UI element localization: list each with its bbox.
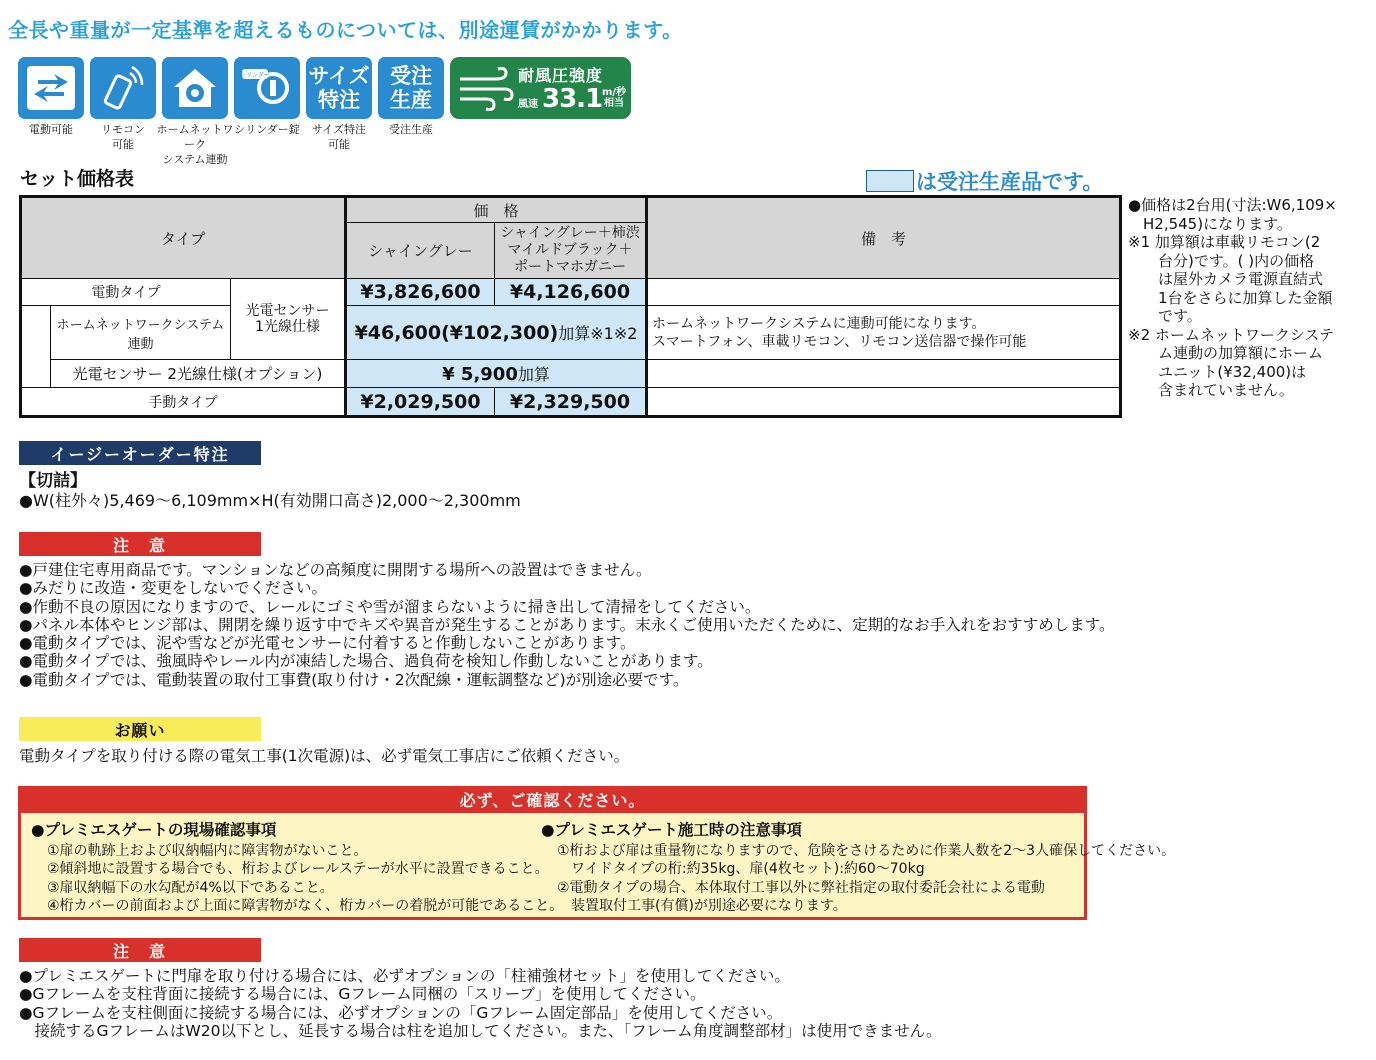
- caution1-line: ●電動タイプでは、電動装置の取付工事費(取り付け・2次配線・運転調整など)が別途必要です。: [19, 670, 689, 689]
- request-band: お願い: [19, 717, 261, 741]
- home-network-icon: [162, 57, 228, 119]
- row-home-note-1: ホームネットワークシステムに連動可能になります。: [652, 315, 986, 332]
- header-shine-grey: シャイングレー: [346, 223, 495, 279]
- side-note-line: ※2 ホームネットワークシステ: [1128, 325, 1335, 344]
- row-sensor2-label: 光電センサー 2光線仕様(オプション): [51, 360, 346, 388]
- legend: [866, 166, 1103, 196]
- header-combo-colors: シャイングレー＋柿渋 マイルドブラック＋ ポートマホガニー: [495, 223, 647, 279]
- side-note-line: 含まれていません。: [1128, 381, 1294, 399]
- row-manual-price-combo: ¥2,329,500: [495, 388, 647, 417]
- side-note-line: ●価格は2台用(寸法:W6,109×: [1128, 196, 1337, 214]
- indent-cell-2: [21, 360, 51, 388]
- confirm-left-item: ③扉収納幅下の水勾配が4%以下であること。: [47, 879, 334, 896]
- caution2-line: 接続するGフレームはW20以下とし、延長する場合は柱を追加してください。また、「フレーム角度調整部材」は使用できません。: [19, 1021, 942, 1040]
- row-electric-price-combo: ¥4,126,600: [495, 279, 647, 306]
- caution1-line: ●パネル本体やヒンジ部は、開閉を繰り返す中でキズや異音が発生することがあります。末永くご使用いただくために、定期的なお手入れをおすすめします。: [19, 615, 1115, 634]
- row-sensor2-price-value: ¥ 5,900: [442, 364, 518, 385]
- confirm-right-item: 装置取付工事(有償)が別途必要になります。: [557, 898, 847, 914]
- caution1-line: ●電動タイプでは、泥や雪などが光電センサーに付着すると作動しないことがあります。: [19, 634, 636, 653]
- size-order-caption: サイズ特注 可能: [311, 123, 367, 151]
- row-manual-notes: [647, 388, 1121, 417]
- caution2-line: ●Gフレームを支柱背面に接続する場合には、Gフレーム同梱の「スリーブ」を使用してください。: [19, 985, 706, 1004]
- confirm-right-item: ①桁および扉は重量物になりますので、危険をさけるために作業人数を2〜3人確保してください。: [557, 842, 1176, 859]
- home-network-caption: ホームネットワーク システム連動: [156, 123, 234, 166]
- row-sensor2-notes: [647, 360, 1121, 388]
- confirm-left-item: ②傾斜地に設置する場合でも、桁およびレールステーが水平に設置できること。: [47, 861, 549, 877]
- made-to-order-caption: 受注生産: [389, 123, 433, 136]
- header-type: タイプ: [21, 197, 346, 279]
- side-notes: [1128, 196, 1368, 400]
- size-order-label-2: 特注: [318, 88, 360, 112]
- side-note-line: ※1 加算額は車載リモコン(2: [1128, 233, 1321, 251]
- feature-icons: [18, 57, 638, 166]
- header-price: 価 格: [346, 197, 647, 223]
- confirm-right-heading: ●プレミエスゲート施工時の注意事項: [541, 821, 802, 839]
- size-order-icon: [306, 57, 372, 119]
- row-sensor2-price-suffix: 加算: [517, 365, 550, 384]
- easy-order-title: 【切詰】: [19, 471, 87, 491]
- row-home-price-suffix: 加算※1※2: [558, 324, 638, 343]
- wind-unit: [602, 87, 626, 109]
- request-line: 電動タイプを取り付ける際の電気工事(1次電源)は、必ず電気工事店にご依頼ください。: [19, 747, 630, 765]
- cylinder-lock-icon: [234, 57, 300, 119]
- wind-sub: 風速: [518, 99, 538, 110]
- row-home-label: ホームネットワークシステム連動: [51, 306, 231, 360]
- caution2-line: ●プレミエスゲートに門扉を取り付ける場合には、必ずオプションの「柱補強材セット」を使用してください。: [19, 967, 790, 985]
- price-table: [19, 195, 1122, 418]
- wind-unit-bottom: 相当: [604, 98, 625, 109]
- motor-icon: [18, 57, 84, 119]
- caution1-line: ●作動不良の原因になりますので、レールにゴミや雪が溜まらないように掃き出して清掃をしてください。: [19, 597, 761, 616]
- confirm-title: 必ず、ご確認ください。: [21, 789, 1084, 813]
- row-electric-label: 電動タイプ: [21, 279, 231, 306]
- wind-resistance-badge: [450, 57, 631, 119]
- size-order-label-1: サイズ: [308, 64, 370, 88]
- section-title: セット価格表: [20, 168, 135, 190]
- caution1-line: ●みだりに改造・変更をしないでください。: [19, 579, 328, 598]
- indent-cell: [21, 306, 51, 360]
- made-to-order-label-2: 生産: [390, 88, 432, 112]
- caution1-band: 注 意: [19, 532, 261, 556]
- wind-title: 耐風圧強度: [518, 66, 604, 85]
- made-to-order-label-1: 受注: [390, 64, 432, 88]
- wind-unit-top: m/秒: [602, 87, 627, 98]
- easy-order-line: ●W(柱外々)5,469〜6,109mm×H(有効開口高さ)2,000〜2,300mm: [19, 491, 521, 510]
- header-notes: 備 考: [647, 197, 1121, 279]
- wind-icon: [456, 67, 514, 111]
- caution2-line: ●Gフレームを支柱側面に接続する場合には、必ずオプションの「Gフレーム固定部品」を使用してください。: [19, 1003, 783, 1022]
- remote-caption: リモコン 可能: [101, 123, 145, 151]
- row-home-notes: [647, 306, 1121, 360]
- side-note-line: H2,545)になります。: [1128, 214, 1292, 233]
- row-electric-notes: [647, 279, 1121, 306]
- confirm-right-item: ワイドタイプの桁:約35kg、扉(4枚セット):約60〜70kg: [557, 861, 925, 877]
- made-to-order-icon: [378, 57, 444, 119]
- side-note-line: 1台をさらに加算した金額: [1128, 288, 1333, 307]
- caution1-line: ●戸建住宅専用商品です。マンションなどの高頻度に開閉する場所への設置はできません。: [19, 561, 652, 579]
- row-electric-price-shine: ¥3,826,600: [346, 279, 495, 306]
- side-note-line: ム連動の加算額にホーム: [1128, 344, 1324, 362]
- side-note-line: 台分)です。( )内の価格: [1128, 251, 1315, 270]
- easy-order-band: イージーオーダー特注: [19, 441, 261, 465]
- headline: 全長や重量が一定基準を超えるものについては、別途運賃がかかります。: [8, 18, 683, 42]
- row-sensor2-price: [346, 360, 647, 388]
- row-home-note-2: スマートフォン、車載リモコン、リモコン送信器で操作可能: [652, 333, 1027, 350]
- motor-caption: 電動可能: [29, 123, 73, 136]
- confirm-left: [31, 821, 563, 916]
- row-manual-label: 手動タイプ: [21, 388, 346, 417]
- remote-icon: [90, 57, 156, 119]
- confirm-left-item: ①扉の軌跡上および収納幅内に障害物がないこと。: [47, 842, 368, 859]
- sensor-1beam-label: 光電センサー 1光線仕様: [231, 279, 346, 360]
- side-note-line: は屋外カメラ電源直結式: [1128, 270, 1324, 288]
- legend-swatch: [866, 170, 914, 192]
- row-manual-price-shine: ¥2,029,500: [346, 388, 495, 417]
- side-note-line: ユニット(¥32,400)は: [1128, 362, 1307, 381]
- legend-text: は受注生産品です。: [916, 170, 1104, 194]
- side-note-line: です。: [1128, 307, 1202, 325]
- wind-value: 33.1: [542, 84, 603, 114]
- confirm-right: [541, 821, 1175, 916]
- confirm-right-item: ②電動タイプの場合、本体取付工事以外に弊社指定の取付委託会社による電動: [557, 879, 1045, 896]
- cylinder-caption: シリンダー錠: [234, 123, 300, 136]
- row-home-price-value: ¥46,600(¥102,300): [354, 322, 559, 344]
- confirm-left-heading: ●プレミエスゲートの現場確認事項: [31, 821, 277, 839]
- confirm-box: [18, 786, 1176, 920]
- caution2-band: 注 意: [19, 938, 261, 962]
- caution2-text: [19, 967, 942, 1040]
- confirm-left-item: ④桁カバーの前面および上面に障害物がなく、桁カバーの着脱が可能であること。: [47, 898, 564, 914]
- cylinder-badge: シリンダー: [240, 72, 270, 79]
- caution1-line: ●電動タイプでは、強風時やレール内が凍結した場合、過負荷を検知し作動しないことがあります。: [19, 652, 713, 671]
- row-home-price: [346, 306, 647, 360]
- caution1-text: [19, 561, 1115, 689]
